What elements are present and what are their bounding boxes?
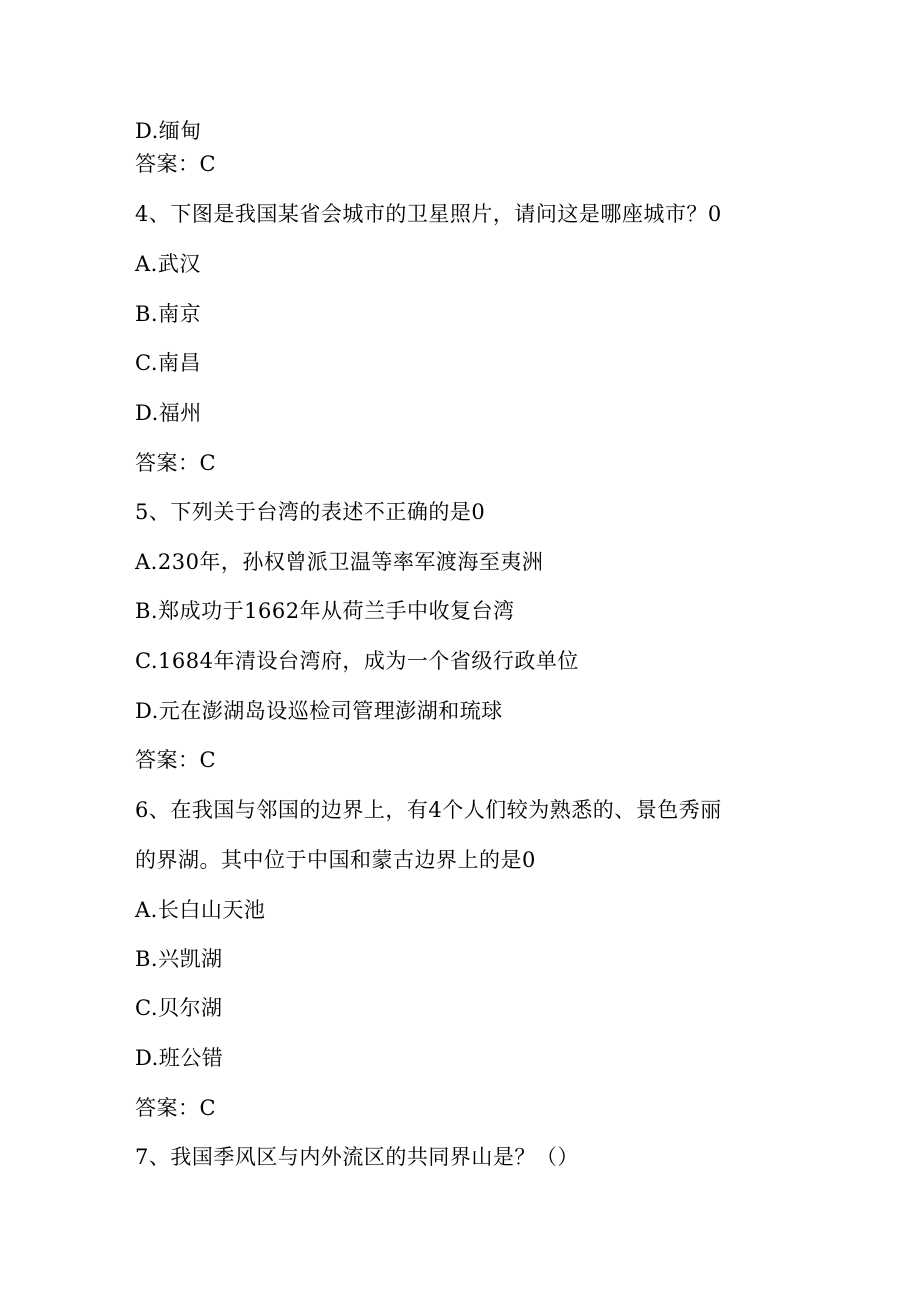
q6-answer: 答案：C xyxy=(135,1096,217,1120)
q5-option-d: D.元在澎湖岛设巡检司管理澎湖和琉球 xyxy=(135,699,503,723)
q4-option-a: A.武汉 xyxy=(135,252,201,276)
q7-stem: 7、我国季风区与内外流区的共同界山是？（） xyxy=(135,1145,579,1169)
q5-answer: 答案：C xyxy=(135,748,217,772)
q5-option-b: B.郑成功于1662年从荷兰手中收复台湾 xyxy=(135,599,515,623)
q4-option-d: D.福州 xyxy=(135,401,202,425)
q6-option-a: A.长白山天池 xyxy=(135,898,266,922)
q5-stem: 5、下列关于台湾的表述不正确的是0 xyxy=(135,500,486,524)
q6-option-c: C.贝尔湖 xyxy=(135,996,223,1020)
q4-stem: 4、下图是我国某省会城市的卫星照片，请问这是哪座城市？0 xyxy=(135,202,722,226)
q6-stem-line-1: 6、在我国与邻国的边界上，有4个人们较为熟悉的、景色秀丽 xyxy=(135,798,722,822)
q5-option-a: A.230年，孙权曾派卫温等率军渡海至夷洲 xyxy=(135,550,544,574)
q6-stem-line-2: 的界湖。其中位于中国和蒙古边界上的是0 xyxy=(135,848,536,872)
q4-option-b: B.南京 xyxy=(135,302,202,326)
prev-option-d: D.缅甸 xyxy=(135,119,202,143)
q4-option-c: C.南昌 xyxy=(135,351,201,375)
q5-option-c: C.1684年清设台湾府，成为一个省级行政单位 xyxy=(135,649,579,673)
q6-option-b: B.兴凯湖 xyxy=(135,947,223,971)
q4-answer: 答案：C xyxy=(135,451,217,475)
q6-option-d: D.班公错 xyxy=(135,1046,224,1070)
prev-answer: 答案：C xyxy=(135,152,217,176)
